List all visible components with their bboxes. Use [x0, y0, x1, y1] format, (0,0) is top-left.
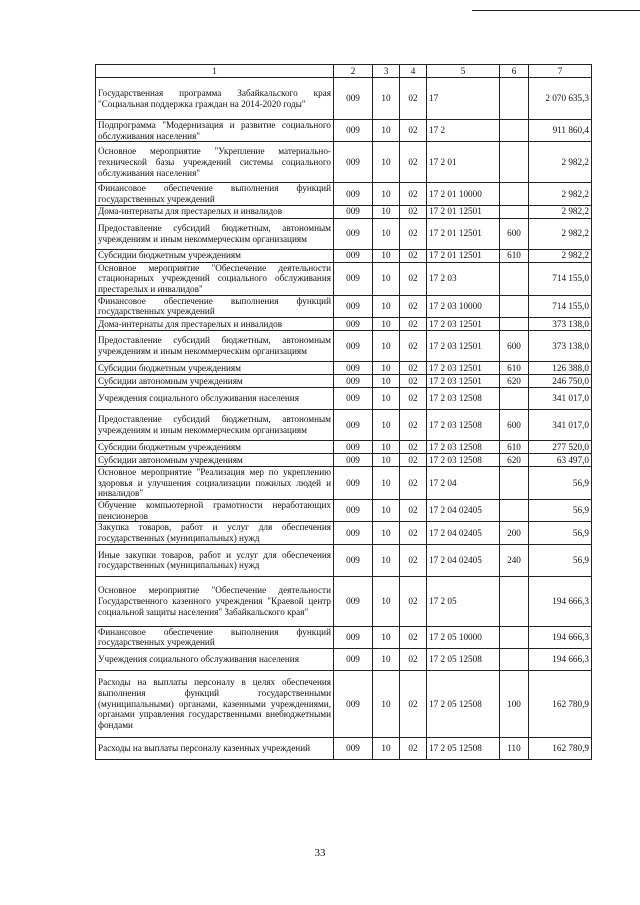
row-name-cell: Субсидии бюджетным учреждениям	[96, 441, 334, 454]
row-section-cell: 10	[373, 120, 400, 142]
row-name-cell: Финансовое обеспечение выполнения функций государственных учреждений	[96, 295, 334, 317]
row-subsection-cell: 02	[400, 410, 427, 441]
row-amount-cell: 2 982,2	[529, 249, 592, 262]
row-name-cell: Финансовое обеспечение выполнения функций государственных учреждений	[96, 626, 334, 648]
row-section-cell: 10	[373, 441, 400, 454]
row-grbs-cell: 009	[334, 649, 373, 671]
table-row	[96, 78, 592, 120]
row-target-article-cell: 17 2 01 12501	[427, 205, 500, 218]
row-subsection-cell: 02	[400, 218, 427, 249]
row-grbs-cell: 009	[334, 522, 373, 544]
row-subsection-cell: 02	[400, 318, 427, 331]
row-section-cell: 10	[373, 522, 400, 544]
row-subsection-cell: 02	[400, 522, 427, 544]
row-amount-cell: 194 666,3	[529, 649, 592, 671]
row-section-cell: 10	[373, 331, 400, 362]
column-header: 7	[529, 65, 592, 78]
row-section-cell: 10	[373, 410, 400, 441]
row-expense-type-cell: 610	[500, 249, 529, 262]
row-section-cell: 10	[373, 142, 400, 183]
row-grbs-cell: 009	[334, 142, 373, 183]
row-subsection-cell: 02	[400, 649, 427, 671]
row-target-article-cell: 17 2 05 12508	[427, 738, 500, 760]
row-grbs-cell: 009	[334, 183, 373, 205]
row-amount-cell: 714 155,0	[529, 295, 592, 317]
table-row	[96, 522, 592, 544]
row-target-article-cell: 17 2 03	[427, 262, 500, 295]
row-target-article-cell: 17 2 04 02405	[427, 544, 500, 576]
table-row	[96, 500, 592, 522]
table-row	[96, 331, 592, 362]
row-grbs-cell: 009	[334, 454, 373, 467]
row-grbs-cell: 009	[334, 738, 373, 760]
column-header: 5	[427, 65, 500, 78]
row-expense-type-cell	[500, 205, 529, 218]
row-section-cell: 10	[373, 262, 400, 295]
row-expense-type-cell: 200	[500, 522, 529, 544]
row-grbs-cell: 009	[334, 218, 373, 249]
row-section-cell: 10	[373, 205, 400, 218]
row-subsection-cell: 02	[400, 295, 427, 317]
row-grbs-cell: 009	[334, 331, 373, 362]
row-name-cell: Расходы на выплаты персоналу казенных учреждений	[96, 738, 334, 760]
row-amount-cell: 194 666,3	[529, 576, 592, 626]
row-amount-cell: 911 860,4	[529, 120, 592, 142]
row-expense-type-cell: 240	[500, 544, 529, 576]
row-subsection-cell: 02	[400, 249, 427, 262]
row-target-article-cell: 17 2 03 12508	[427, 454, 500, 467]
table-row	[96, 454, 592, 467]
row-grbs-cell: 009	[334, 544, 373, 576]
row-subsection-cell: 02	[400, 454, 427, 467]
table-row	[96, 738, 592, 760]
row-grbs-cell: 009	[334, 375, 373, 388]
table-row	[96, 249, 592, 262]
row-expense-type-cell: 610	[500, 441, 529, 454]
row-subsection-cell: 02	[400, 388, 427, 410]
row-name-cell: Основное мероприятие "Укрепление материально-технической базы учреждений системы социального обслуживания населения"	[96, 142, 334, 183]
row-target-article-cell: 17 2 03 12508	[427, 441, 500, 454]
row-target-article-cell: 17 2 03 12501	[427, 362, 500, 375]
row-name-cell: Дома-интернаты для престарелых и инвалидов	[96, 205, 334, 218]
row-name-cell: Субсидии бюджетным учреждениям	[96, 362, 334, 375]
row-amount-cell: 341 017,0	[529, 388, 592, 410]
row-amount-cell: 2 982,2	[529, 205, 592, 218]
column-header: 6	[500, 65, 529, 78]
row-subsection-cell: 02	[400, 331, 427, 362]
row-amount-cell: 162 780,9	[529, 671, 592, 738]
row-name-cell: Расходы на выплаты персоналу в целях обеспечения выполнения функций государственными (муниципальными) органами, казенными учреждениями, органами управления государственными внебюджетными фондами	[96, 671, 334, 738]
row-target-article-cell: 17 2 03 12508	[427, 410, 500, 441]
row-expense-type-cell: 620	[500, 454, 529, 467]
row-section-cell: 10	[373, 454, 400, 467]
table-body	[96, 78, 592, 760]
row-name-cell: Субсидии бюджетным учреждениям	[96, 249, 334, 262]
row-name-cell: Основное мероприятие "Реализация мер по укреплению здоровья и улучшения социализации пожилых людей и инвалидов"	[96, 467, 334, 500]
row-target-article-cell: 17 2 05 10000	[427, 626, 500, 648]
row-name-cell: Учреждения социального обслуживания населения	[96, 388, 334, 410]
row-target-article-cell: 17	[427, 78, 500, 120]
row-subsection-cell: 02	[400, 142, 427, 183]
row-expense-type-cell: 600	[500, 410, 529, 441]
row-amount-cell: 246 750,0	[529, 375, 592, 388]
table-row	[96, 142, 592, 183]
row-grbs-cell: 009	[334, 671, 373, 738]
row-section-cell: 10	[373, 649, 400, 671]
row-amount-cell: 2 982,2	[529, 142, 592, 183]
row-expense-type-cell: 610	[500, 362, 529, 375]
top-rule	[472, 10, 640, 11]
row-section-cell: 10	[373, 318, 400, 331]
row-name-cell: Закупка товаров, работ и услуг для обеспечения государственных (муниципальных) нужд	[96, 522, 334, 544]
row-target-article-cell: 17 2 03 12501	[427, 318, 500, 331]
row-section-cell: 10	[373, 183, 400, 205]
row-expense-type-cell	[500, 649, 529, 671]
table-row	[96, 375, 592, 388]
row-target-article-cell: 17 2 01 12501	[427, 249, 500, 262]
table-row	[96, 388, 592, 410]
row-subsection-cell: 02	[400, 183, 427, 205]
table-row	[96, 626, 592, 648]
row-grbs-cell: 009	[334, 500, 373, 522]
column-number-row	[96, 65, 592, 78]
row-target-article-cell: 17 2 05 12508	[427, 649, 500, 671]
column-header: 4	[400, 65, 427, 78]
table-row	[96, 410, 592, 441]
table-row	[96, 318, 592, 331]
row-amount-cell: 714 155,0	[529, 262, 592, 295]
row-name-cell: Иные закупки товаров, работ и услуг для обеспечения государственных (муниципальных) нужд	[96, 544, 334, 576]
budget-table	[95, 64, 592, 760]
row-grbs-cell: 009	[334, 78, 373, 120]
row-section-cell: 10	[373, 576, 400, 626]
row-section-cell: 10	[373, 388, 400, 410]
row-amount-cell: 373 138,0	[529, 318, 592, 331]
table-row	[96, 218, 592, 249]
row-amount-cell: 56,9	[529, 522, 592, 544]
row-subsection-cell: 02	[400, 262, 427, 295]
row-amount-cell: 2 982,2	[529, 218, 592, 249]
row-name-cell: Обучение компьютерной грамотности неработающих пенсионеров	[96, 500, 334, 522]
row-grbs-cell: 009	[334, 467, 373, 500]
row-grbs-cell: 009	[334, 576, 373, 626]
row-subsection-cell: 02	[400, 78, 427, 120]
row-expense-type-cell	[500, 576, 529, 626]
row-grbs-cell: 009	[334, 249, 373, 262]
row-expense-type-cell: 110	[500, 738, 529, 760]
row-grbs-cell: 009	[334, 318, 373, 331]
row-section-cell: 10	[373, 500, 400, 522]
row-target-article-cell: 17 2 01	[427, 142, 500, 183]
row-section-cell: 10	[373, 78, 400, 120]
row-subsection-cell: 02	[400, 500, 427, 522]
row-grbs-cell: 009	[334, 441, 373, 454]
row-name-cell: Основное мероприятие "Обеспечение деятельности стационарных учреждений социального обслуживания престарелых и инвалидов"	[96, 262, 334, 295]
row-grbs-cell: 009	[334, 388, 373, 410]
row-section-cell: 10	[373, 544, 400, 576]
table-row	[96, 576, 592, 626]
row-name-cell: Предоставление субсидий бюджетным, автономным учреждениям и иным некоммерческим организациям	[96, 218, 334, 249]
table-row	[96, 120, 592, 142]
row-name-cell: Государственная программа Забайкальского края "Социальная поддержка граждан на 2014-2020 годы"	[96, 78, 334, 120]
row-subsection-cell: 02	[400, 626, 427, 648]
table-row	[96, 649, 592, 671]
row-target-article-cell: 17 2 05 12508	[427, 671, 500, 738]
row-amount-cell: 162 780,9	[529, 738, 592, 760]
row-grbs-cell: 009	[334, 262, 373, 295]
row-name-cell: Дома-интернаты для престарелых и инвалидов	[96, 318, 334, 331]
row-section-cell: 10	[373, 375, 400, 388]
row-subsection-cell: 02	[400, 362, 427, 375]
row-grbs-cell: 009	[334, 362, 373, 375]
row-name-cell: Субсидии автономным учреждениям	[96, 454, 334, 467]
row-expense-type-cell	[500, 120, 529, 142]
row-grbs-cell: 009	[334, 626, 373, 648]
table-row	[96, 295, 592, 317]
column-header: 2	[334, 65, 373, 78]
row-subsection-cell: 02	[400, 467, 427, 500]
row-target-article-cell: 17 2	[427, 120, 500, 142]
row-subsection-cell: 02	[400, 671, 427, 738]
row-expense-type-cell	[500, 78, 529, 120]
row-amount-cell: 56,9	[529, 500, 592, 522]
row-amount-cell: 2 982,2	[529, 183, 592, 205]
row-grbs-cell: 009	[334, 120, 373, 142]
row-expense-type-cell	[500, 183, 529, 205]
table-row	[96, 205, 592, 218]
row-amount-cell: 373 138,0	[529, 331, 592, 362]
column-header: 1	[96, 65, 334, 78]
row-grbs-cell: 009	[334, 205, 373, 218]
row-name-cell: Предоставление субсидий бюджетным, автономным учреждениям и иным некоммерческим организациям	[96, 410, 334, 441]
row-amount-cell: 56,9	[529, 544, 592, 576]
row-amount-cell: 277 520,0	[529, 441, 592, 454]
table-row	[96, 441, 592, 454]
row-target-article-cell: 17 2 01 12501	[427, 218, 500, 249]
row-subsection-cell: 02	[400, 120, 427, 142]
row-name-cell: Основное мероприятие "Обеспечение деятельности Государственного казенного учреждения "Краевой центр социальной защиты населения" Забайкальского края"	[96, 576, 334, 626]
row-section-cell: 10	[373, 626, 400, 648]
row-section-cell: 10	[373, 218, 400, 249]
row-expense-type-cell	[500, 262, 529, 295]
row-subsection-cell: 02	[400, 441, 427, 454]
row-section-cell: 10	[373, 738, 400, 760]
row-expense-type-cell: 600	[500, 331, 529, 362]
row-amount-cell: 56,9	[529, 467, 592, 500]
row-section-cell: 10	[373, 249, 400, 262]
row-target-article-cell: 17 2 03 12508	[427, 388, 500, 410]
row-target-article-cell: 17 2 04	[427, 467, 500, 500]
row-amount-cell: 2 070 635,3	[529, 78, 592, 120]
row-amount-cell: 126 388,0	[529, 362, 592, 375]
table-row	[96, 183, 592, 205]
row-expense-type-cell	[500, 626, 529, 648]
row-expense-type-cell: 100	[500, 671, 529, 738]
row-subsection-cell: 02	[400, 544, 427, 576]
row-name-cell: Учреждения социального обслуживания населения	[96, 649, 334, 671]
row-name-cell: Подпрограмма "Модернизация и развитие социального обслуживания населения"	[96, 120, 334, 142]
row-target-article-cell: 17 2 03 12501	[427, 331, 500, 362]
row-grbs-cell: 009	[334, 295, 373, 317]
row-section-cell: 10	[373, 362, 400, 375]
row-section-cell: 10	[373, 671, 400, 738]
row-subsection-cell: 02	[400, 738, 427, 760]
row-subsection-cell: 02	[400, 205, 427, 218]
row-expense-type-cell	[500, 295, 529, 317]
row-amount-cell: 341 017,0	[529, 410, 592, 441]
row-target-article-cell: 17 2 01 10000	[427, 183, 500, 205]
table-row	[96, 262, 592, 295]
row-expense-type-cell	[500, 318, 529, 331]
row-expense-type-cell	[500, 500, 529, 522]
page-number: 33	[314, 847, 326, 859]
row-expense-type-cell	[500, 142, 529, 183]
row-target-article-cell: 17 2 03 12501	[427, 375, 500, 388]
row-expense-type-cell: 620	[500, 375, 529, 388]
row-grbs-cell: 009	[334, 410, 373, 441]
column-header: 3	[373, 65, 400, 78]
row-subsection-cell: 02	[400, 576, 427, 626]
row-expense-type-cell	[500, 467, 529, 500]
row-target-article-cell: 17 2 03 10000	[427, 295, 500, 317]
row-target-article-cell: 17 2 05	[427, 576, 500, 626]
row-target-article-cell: 17 2 04 02405	[427, 500, 500, 522]
table-row	[96, 467, 592, 500]
row-target-article-cell: 17 2 04 02405	[427, 522, 500, 544]
row-amount-cell: 63 497,0	[529, 454, 592, 467]
table-row	[96, 671, 592, 738]
table-row	[96, 544, 592, 576]
row-expense-type-cell	[500, 388, 529, 410]
row-amount-cell: 194 666,3	[529, 626, 592, 648]
table-row	[96, 362, 592, 375]
row-expense-type-cell: 600	[500, 218, 529, 249]
row-name-cell: Финансовое обеспечение выполнения функций государственных учреждений	[96, 183, 334, 205]
row-section-cell: 10	[373, 467, 400, 500]
row-name-cell: Субсидии автономным учреждениям	[96, 375, 334, 388]
row-subsection-cell: 02	[400, 375, 427, 388]
row-section-cell: 10	[373, 295, 400, 317]
row-name-cell: Предоставление субсидий бюджетным, автономным учреждениям и иным некоммерческим организациям	[96, 331, 334, 362]
